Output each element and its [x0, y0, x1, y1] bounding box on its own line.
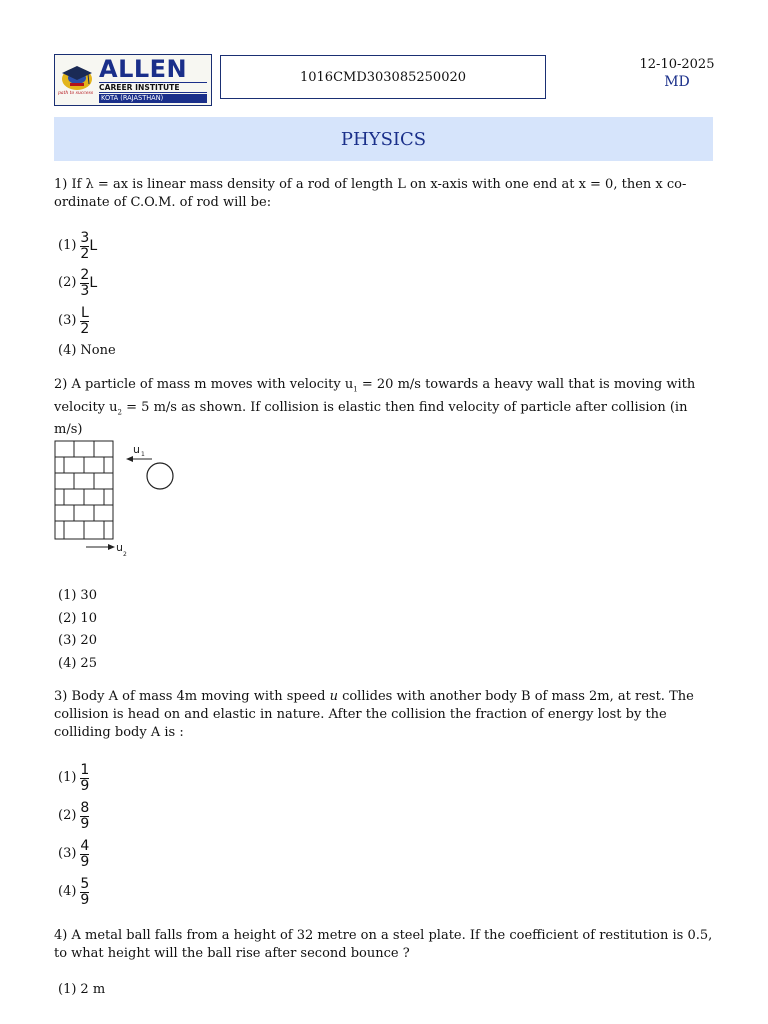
option-1[interactable]: (1) $\frac{3}{2}$ L — [58, 229, 98, 262]
wall-particle-figure — [54, 439, 194, 571]
u1-label: u — [133, 443, 140, 457]
option-2[interactable]: (2) 10 — [58, 610, 97, 626]
question-3 — [54, 688, 714, 911]
u2-arrow — [86, 544, 115, 550]
section-title-bar — [54, 117, 713, 161]
allen-logo — [54, 54, 212, 106]
question-4 — [54, 927, 714, 1001]
fraction: $\frac{5}{9}$ — [80, 875, 90, 908]
fraction: $\frac{L}{2}$ — [80, 304, 90, 337]
option-3[interactable]: (3) 20 — [58, 633, 97, 649]
option-4[interactable]: (4) $\frac{5}{9}$ — [58, 875, 90, 908]
u2-label: u — [116, 541, 123, 555]
paper-code: 1016CMD303085250020 — [299, 69, 467, 85]
logo-city: KOTA (RAJASTHAN) — [99, 94, 207, 103]
section-title: PHYSICS — [340, 128, 427, 150]
u2-label-sub: 2 — [123, 551, 127, 559]
question-list — [54, 176, 714, 1001]
stream-label: MD — [664, 74, 690, 90]
fraction: $\frac{2}{3}$ — [80, 266, 90, 299]
option-3[interactable]: (3) $\frac{L}{2}$ — [58, 304, 90, 337]
question-text: 1) If λ = ax is linear mass density of a rod of length L on x-axis with one end at x = 0, then x co-ordinate of C.O.M. of rod will be: — [54, 177, 687, 210]
logo-name: ALLEN — [99, 55, 188, 83]
logo-subtitle: CAREER INSTITUTE — [99, 82, 207, 93]
option-4[interactable]: (4) 25 — [58, 655, 97, 671]
option-1[interactable]: (1) 2 m — [58, 982, 106, 998]
question-text: 4) A metal ball falls from a height of 32 metre on a steel plate. If the coefficient of restitution is 0.5, to what height will the ball rise after second bounce ? — [54, 928, 713, 962]
option-3[interactable]: (3) $\frac{4}{9}$ — [58, 837, 90, 870]
u1-arrow — [126, 456, 152, 462]
page-header — [54, 54, 714, 106]
option-1[interactable]: (1) $\frac{1}{9}$ — [58, 761, 90, 794]
fraction: $\frac{8}{9}$ — [80, 799, 90, 832]
fraction: $\frac{4}{9}$ — [80, 837, 90, 870]
exam-date: 12-10-2025 — [639, 57, 715, 72]
option-4[interactable]: (4) None — [58, 343, 116, 358]
fraction: $\frac{3}{2}$ — [80, 229, 90, 262]
fraction: $\frac{1}{9}$ — [80, 761, 90, 794]
u1-label-sub: 1 — [141, 451, 145, 459]
logo-tagline: path to success — [58, 91, 94, 96]
particle — [147, 463, 173, 489]
question-text: 2) A particle of mass m moves with velocity $u_1 = 20$ m/s towards a heavy wall that is moving with velocity $u_2 = 5$ m/s as shown. If collision is elastic then find velocity of particle after collision (in m/s) — [54, 377, 696, 438]
question-1 — [54, 176, 714, 362]
option-2[interactable]: (2) $\frac{8}{9}$ — [58, 799, 90, 832]
question-text: 3) Body A of mass 4m moving with speed u collides with another body B of mass 2m, at rest. The collision is head on and elastic in nature. After the collision the fraction of energy lost by the colliding body A is : — [54, 689, 694, 741]
brick-wall — [55, 441, 113, 539]
paper-code-box — [220, 55, 546, 99]
option-2[interactable]: (2) $\frac{2}{3}$ L — [58, 266, 98, 299]
option-1[interactable]: (1) 30 — [58, 588, 97, 604]
question-2 — [54, 376, 714, 675]
